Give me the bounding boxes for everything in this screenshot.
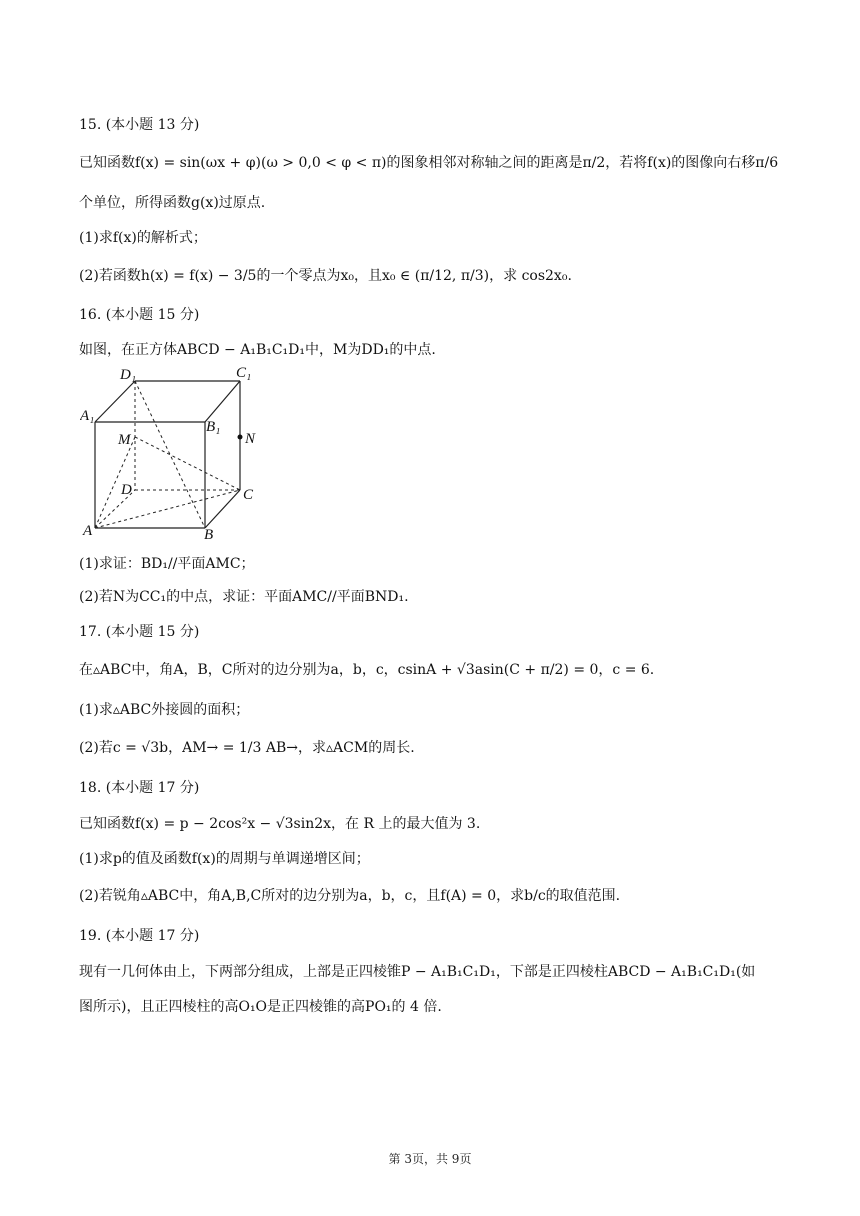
cube-figure — [80, 365, 270, 540]
label-m: M — [118, 432, 131, 448]
q19-header: 19. (本小题 17 分) — [79, 928, 200, 944]
label-a1: A₁ — [80, 408, 95, 424]
cube-diagram — [80, 365, 270, 540]
q19-stem-line2: 图所示)，且正四棱柱的高O₁O是正四棱锥的高PO₁的 4 倍. — [79, 999, 442, 1015]
edge-b1-c1 — [205, 381, 240, 422]
q16-stem: 如图，在正方体ABCD − A₁B₁C₁D₁中，M为DD₁的中点. — [79, 342, 436, 358]
q17-header: 17. (本小题 15 分) — [79, 624, 200, 640]
q17-stem: 在▵ABC中，角A，B，C所对的边分别为a，b，c，csinA + √3asin(C + π/2) = 0，c = 6. — [79, 662, 655, 678]
label-n: N — [245, 431, 256, 447]
q19-stem-line1: 现有一几何体由上，下两部分组成，上部是正四棱锥P − A₁B₁C₁D₁，下部是正四棱柱ABCD − A₁B₁C₁D₁(如 — [79, 964, 756, 980]
label-a: A — [83, 523, 93, 539]
label-c: C — [243, 487, 254, 503]
q18-stem: 已知函数f(x) = p − 2cos²x − √3sin2x，在 R 上的最大值为 3. — [79, 816, 481, 832]
segment-m-c — [135, 437, 240, 490]
q15-part2: (2)若函数h(x) = f(x) − 3/5的一个零点为x₀，且x₀ ∈ (π/12, π/3)，求 cos2x₀. — [79, 268, 572, 284]
q17-part1: (1)求▵ABC外接圆的面积； — [79, 702, 250, 718]
label-d: D — [121, 482, 132, 498]
label-b: B — [204, 527, 214, 540]
q15-part1: (1)求f(x)的解析式； — [79, 230, 207, 246]
q18-header: 18. (本小题 17 分) — [79, 780, 200, 796]
q15-header: 15. (本小题 13 分) — [79, 117, 200, 133]
q16-part2: (2)若N为CC₁的中点，求证：平面AMC//平面BND₁. — [79, 589, 409, 605]
edge-a1-d1 — [95, 381, 135, 422]
edge-b-c — [205, 490, 240, 528]
q15-stem-line1: 已知函数f(x) = sin(ωx + φ)(ω > 0,0 < φ < π)的图象相邻对称轴之间的距离是π/2，若将f(x)的图像向右移π/6 — [79, 155, 779, 171]
label-d1: D₁ — [120, 367, 137, 383]
segment-a-c — [95, 490, 240, 528]
q17-part2: (2)若c = √3b，AM→ = 1/3 AB→，求▵ACM的周长. — [79, 740, 415, 756]
point-n — [238, 435, 243, 440]
q16-part1: (1)求证：BD₁//平面AMC； — [79, 556, 255, 572]
q18-part1: (1)求p的值及函数f(x)的周期与单调递增区间； — [79, 851, 370, 867]
label-b1: B₁ — [206, 419, 221, 435]
q18-part2: (2)若锐角▵ABC中，角A,B,C所对的边分别为a，b，c，且f(A) = 0，求b/c的取值范围. — [79, 888, 621, 904]
page-footer: 第 3页，共 9页 — [388, 1152, 472, 1166]
segment-d1-b — [135, 381, 205, 528]
label-c1: C₁ — [236, 365, 252, 381]
q15-stem-line2: 个单位，所得函数g(x)过原点. — [79, 195, 266, 211]
q16-header: 16. (本小题 15 分) — [79, 307, 200, 323]
